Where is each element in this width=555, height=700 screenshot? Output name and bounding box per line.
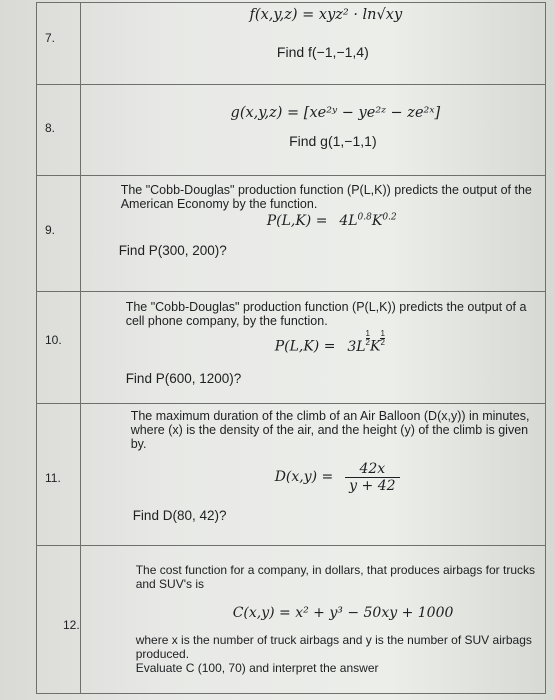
find-instruction: Find D(80, 42)? <box>132 508 227 523</box>
evaluate-instruction: Evaluate C (100, 70) and interpret the answer <box>135 661 379 675</box>
problem-content-cell <box>80 176 545 292</box>
problem-number: 10. <box>45 333 62 347</box>
problem-table <box>36 2 546 694</box>
problem-number-cell <box>37 176 81 292</box>
problem-description: The cost function for a company, in dollars, that produces airbags for trucks and SUV's is <box>135 563 535 591</box>
problem-description: The "Cobb-Douglas" production function (P(L,K)) predicts the output of the American Economy by the function. <box>120 183 532 211</box>
problem-number: 11. <box>45 471 61 485</box>
formula-fraction: $\frac{42x}{y + 42}$ <box>345 461 399 494</box>
variable-note: where x is the number of truck airbags and y is the number of SUV airbags produced. <box>135 633 532 661</box>
problem-number-cell <box>37 546 81 694</box>
problem-number: 12. <box>63 618 80 632</box>
cost-formula: C(x,y) = x² + y³ − 50xy + 1000 <box>232 605 454 621</box>
problem-content-cell <box>80 546 545 694</box>
find-instruction: Find P(600, 1200)? <box>125 370 242 386</box>
problem-row-10 <box>37 292 546 404</box>
problem-number: 9. <box>45 223 56 237</box>
problem-content-cell <box>80 3 545 85</box>
function-formula: g(x,y,z) = [xe²ʸ − ye²ᶻ − ze²ˣ] <box>230 105 441 121</box>
exponent-fraction: $\frac{1}{2}$ <box>365 329 370 347</box>
problem-content-cell <box>80 404 545 546</box>
problem-row-9 <box>37 176 546 292</box>
problem-row-12 <box>37 546 546 694</box>
problem-number-cell <box>37 85 81 176</box>
problem-content-cell <box>80 292 545 404</box>
problem-description: The "Cobb-Douglas" production function (P(L,K)) predicts the output of a cell phone company, by the function. <box>125 300 527 328</box>
problem-row-11 <box>37 404 546 546</box>
problem-number: 8. <box>45 121 56 135</box>
problem-number-cell <box>37 292 81 404</box>
problem-row-7 <box>37 3 546 85</box>
problem-content-cell <box>80 85 545 176</box>
function-formula: f(x,y,z) = xyz² · ln√xy <box>249 7 403 23</box>
production-formula: P(L,K) = 3L $\frac{1}{2}$ K $\frac{1}{2}$ <box>274 329 385 355</box>
problem-number: 7. <box>45 31 56 45</box>
find-instruction: Find f(−1,−1,4) <box>276 44 369 60</box>
find-instruction: Find g(1,−1,1) <box>289 133 377 149</box>
problem-number-cell <box>37 404 81 546</box>
find-instruction: Find P(300, 200)? <box>118 243 227 258</box>
problem-number-cell <box>37 3 81 85</box>
duration-formula: D(x,y) = $\frac{42x}{y + 42}$ <box>81 461 545 494</box>
problem-description: The maximum duration of the climb of an Air Balloon (D(x,y)) in minutes, where (x) is the density of the air, and the height (y) of the climb is given by. <box>130 409 530 451</box>
problem-row-8 <box>37 85 546 176</box>
production-formula: $P(L,K) = 4L^{0.8}K^{0.2}$ <box>266 212 397 229</box>
exponent-fraction: $\frac{1}{2}$ <box>380 329 385 347</box>
